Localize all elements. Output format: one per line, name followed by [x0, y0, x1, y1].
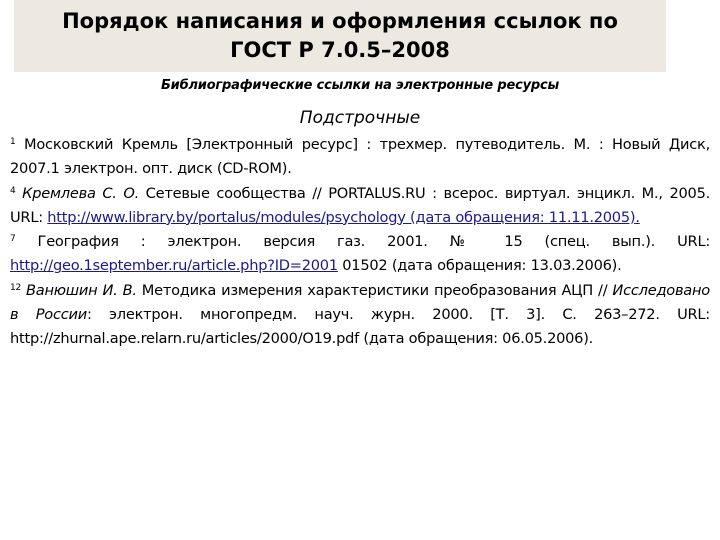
- reference-text: Московский Кремль [Электронный ресурс] : трехмер. путеводитель. М. : Новый Диск, 2007.1 электрон. опт. диск (CD-ROM).: [10, 136, 710, 178]
- reference-author: Ванюшин И. В.: [20, 281, 137, 299]
- reference-text: Сетевые сообщества // PORTALUS.RU : всерос. виртуал. энцикл. М., 2005. URL:: [10, 184, 710, 226]
- reference-link[interactable]: http://geo.1september.ru/article.php?ID=2001: [10, 257, 338, 275]
- reference-access-date[interactable]: (дата обращения: 11.11.2005).: [410, 208, 640, 226]
- reference-number: 12: [10, 282, 21, 293]
- reference-link[interactable]: http://www.library.by/portalus/modules/psychology: [47, 208, 411, 226]
- slide-title-line-1: Порядок написания и оформления ссылок по: [62, 9, 618, 33]
- reference-text: Методика измерения характеристики преобразования АЦП //: [136, 281, 613, 299]
- slide-subtitle: Библиографические ссылки на электронные ресурсы: [160, 78, 560, 93]
- section-heading: Подстрочные: [299, 108, 421, 128]
- reference-item-1: [10, 133, 710, 182]
- reference-item-12: [10, 279, 710, 352]
- reference-text-continued: : электрон. многопредм. науч. журн. 2000. [Т. 3]. С. 263–272. URL: http://zhurnal.ape.relarn.ru/articles/2000/O19.pdf (дата обращения: 06.05.2006).: [10, 306, 710, 348]
- reference-item-4: [10, 182, 710, 231]
- reference-list: [10, 133, 710, 352]
- title-banner: [14, 0, 666, 72]
- reference-item-7: [10, 230, 710, 279]
- reference-tail: 01502 (дата обращения: 13.03.2006).: [337, 257, 622, 275]
- reference-author: Кремлева С. О.: [15, 184, 139, 202]
- slide-title-line-2: ГОСТ Р 7.0.5–2008: [230, 38, 450, 62]
- reference-number: 7: [10, 234, 16, 245]
- reference-text: География : электрон. версия газ. 2001. № 15 (спец. вып.). URL:: [15, 233, 710, 251]
- reference-journal: Исследовано в России: [10, 281, 710, 324]
- reference-number: 1: [10, 137, 16, 147]
- reference-number: 4: [10, 185, 16, 196]
